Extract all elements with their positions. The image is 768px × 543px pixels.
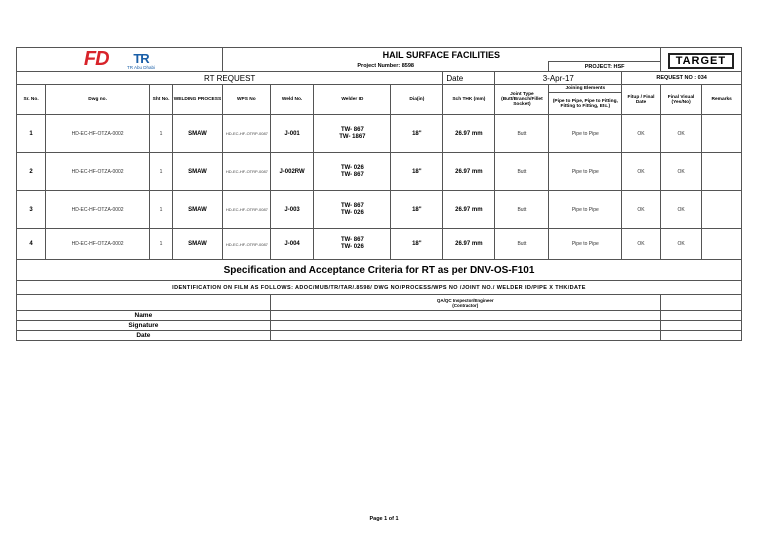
- cell-remarks: [702, 229, 742, 260]
- signoff-inspector: [270, 295, 660, 311]
- cell-wps: HD-EC-HF-OTRP-0087: [222, 191, 270, 229]
- col-dia: Dia(in): [391, 85, 443, 115]
- spec-title: Specification and Acceptance Criteria for RT as per DNV-OS-F101: [17, 260, 742, 281]
- cell-welder-id: [314, 191, 391, 229]
- cell-welder-id: [314, 153, 391, 191]
- cell-dia: 18": [391, 191, 443, 229]
- col-welding-process: WELDING PROCESS: [172, 85, 222, 115]
- cell-process: SMAW: [172, 229, 222, 260]
- table-row: [17, 115, 742, 153]
- cell-fitup: OK: [622, 115, 661, 153]
- cell-elements: Pipe to Pipe: [549, 191, 622, 229]
- signoff-blank: [17, 295, 271, 311]
- col-joint-type: Joint Type (Butt/Branch/Fillet Socket): [495, 85, 549, 115]
- cell-weld-no: J-004: [270, 229, 314, 260]
- request-number: REQUEST NO : 034: [622, 72, 742, 85]
- cell-remarks: [702, 153, 742, 191]
- tr-logo-text: TR Abu Dhabi: [127, 64, 156, 70]
- contractor-label: (Contractor): [452, 302, 479, 308]
- cell-remarks: [702, 115, 742, 153]
- cell-thk: 26.97 mm: [443, 229, 495, 260]
- signoff-signature-value: [270, 321, 660, 331]
- col-sch-thk: Sch THK (mm): [443, 85, 495, 115]
- signoff-name-extra: [660, 311, 741, 321]
- cell-wps: HD-EC-HF-OTRP-0087: [222, 153, 270, 191]
- col-final-visual: Final Visual (Yes/No): [660, 85, 702, 115]
- rt-request-sheet: [16, 47, 742, 341]
- col-fitup-date: Fitup / Final Date: [622, 85, 661, 115]
- cell-dwg: HD-EC-HF-OTZA-0002: [46, 191, 150, 229]
- target-logo-cell: [660, 48, 741, 72]
- cell-welder-id: [314, 115, 391, 153]
- cell-welder-id: [314, 229, 391, 260]
- target-logo: TARGET: [668, 53, 734, 69]
- inspector-title: QA/QC Inspector/Engineer: [436, 297, 494, 303]
- table-row: [17, 153, 742, 191]
- cell-process: SMAW: [172, 115, 222, 153]
- col-sht-no: Sht No.: [150, 85, 173, 115]
- signoff-blank-right: [660, 295, 741, 311]
- cell-dwg: HD-EC-HF-OTZA-0002: [46, 229, 150, 260]
- signoff-signature-label: Signature: [17, 321, 271, 331]
- cell-process: SMAW: [172, 191, 222, 229]
- cell-joint: Butt: [495, 115, 549, 153]
- cell-visual: OK: [660, 191, 702, 229]
- welder-id-2: TW- 1867: [339, 133, 366, 140]
- cell-visual: OK: [660, 115, 702, 153]
- cell-visual: OK: [660, 229, 702, 260]
- cell-elements: Pipe to Pipe: [549, 229, 622, 260]
- welder-id-1: TW- 867: [340, 237, 364, 243]
- col-joining-elements-sub: (Pipe to Pipe, Pipe to Fitting, Fitting to Fitting, Etc.): [549, 93, 622, 115]
- welder-id-2: TW- 867: [340, 171, 364, 178]
- tr-logo-mark: TR: [133, 50, 149, 66]
- cell-weld-no: J-002RW: [270, 153, 314, 191]
- welder-id-1: TW- 867: [340, 202, 364, 209]
- cell-remarks: [702, 191, 742, 229]
- col-dwg-no: Dwg no.: [46, 85, 150, 115]
- cell-fitup: OK: [622, 229, 661, 260]
- project-title: HAIL SURFACE FACILITIES: [222, 48, 660, 62]
- rt-request-label: RT REQUEST: [17, 72, 443, 85]
- date-value: 3-Apr-17: [495, 72, 622, 85]
- cell-thk: 26.97 mm: [443, 115, 495, 153]
- cell-joint: Butt: [495, 191, 549, 229]
- cell-sr: 3: [17, 191, 46, 229]
- cell-sr: 2: [17, 153, 46, 191]
- fd-logo: FD: [83, 48, 109, 70]
- page-footer: Page 1 of 1: [369, 516, 399, 522]
- cell-joint: Butt: [495, 153, 549, 191]
- table-row: [17, 229, 742, 260]
- table-row: [17, 191, 742, 229]
- cell-weld-no: J-003: [270, 191, 314, 229]
- company-logos: [17, 48, 223, 72]
- cell-process: SMAW: [172, 153, 222, 191]
- cell-sht: 1: [150, 115, 173, 153]
- cell-sht: 1: [150, 191, 173, 229]
- col-remarks: Remarks: [702, 85, 742, 115]
- signoff-date-extra: [660, 331, 741, 341]
- project-number: Project Number: 8598: [222, 62, 549, 72]
- cell-dwg: HD-EC-HF-OTZA-0002: [46, 153, 150, 191]
- col-weld-no: Weld No.: [270, 85, 314, 115]
- cell-visual: OK: [660, 153, 702, 191]
- cell-weld-no: J-001: [270, 115, 314, 153]
- cell-thk: 26.97 mm: [443, 153, 495, 191]
- cell-sr: 4: [17, 229, 46, 260]
- signoff-date-value: [270, 331, 660, 341]
- cell-wps: HD-EC-HF-OTRP-0087: [222, 229, 270, 260]
- col-sr-no: Sr. No.: [17, 85, 46, 115]
- cell-elements: Pipe to Pipe: [549, 115, 622, 153]
- cell-dia: 18": [391, 115, 443, 153]
- signoff-name-value: [270, 311, 660, 321]
- col-welder-id: Welder ID: [314, 85, 391, 115]
- cell-dia: 18": [391, 153, 443, 191]
- welder-id-1: TW- 867: [340, 126, 364, 133]
- rt-request-table: [16, 47, 742, 341]
- cell-joint: Butt: [495, 229, 549, 260]
- col-wps-no: WPS No: [222, 85, 270, 115]
- col-joining-elements: Joining Elements: [549, 85, 622, 93]
- date-label: Date: [443, 72, 495, 85]
- signoff-date-label: Date: [17, 331, 271, 341]
- welder-id-2: TW- 026: [340, 244, 364, 250]
- cell-wps: HD-EC-HF-OTRP-0087: [222, 115, 270, 153]
- cell-sr: 1: [17, 115, 46, 153]
- welder-id-2: TW- 026: [340, 209, 364, 216]
- cell-dwg: HD-EC-HF-OTZA-0002: [46, 115, 150, 153]
- tr-logo: [127, 52, 155, 70]
- cell-dia: 18": [391, 229, 443, 260]
- cell-fitup: OK: [622, 153, 661, 191]
- cell-thk: 26.97 mm: [443, 191, 495, 229]
- cell-sht: 1: [150, 153, 173, 191]
- signoff-name-label: Name: [17, 311, 271, 321]
- data-rows: [17, 115, 742, 260]
- cell-elements: Pipe to Pipe: [549, 153, 622, 191]
- cell-fitup: OK: [622, 191, 661, 229]
- project-code: PROJECT: HSF: [549, 62, 660, 72]
- identification-line: IDENTIFICATION ON FILM AS FOLLOWS: ADOC/MUB/TR/TAR/.8598/ DWG NO/PROCESS/WPS NO /JOINT NO./ WELDER ID/PIPE X THK/DATE: [17, 281, 742, 295]
- cell-sht: 1: [150, 229, 173, 260]
- welder-id-1: TW- 026: [340, 164, 364, 171]
- signoff-signature-extra: [660, 321, 741, 331]
